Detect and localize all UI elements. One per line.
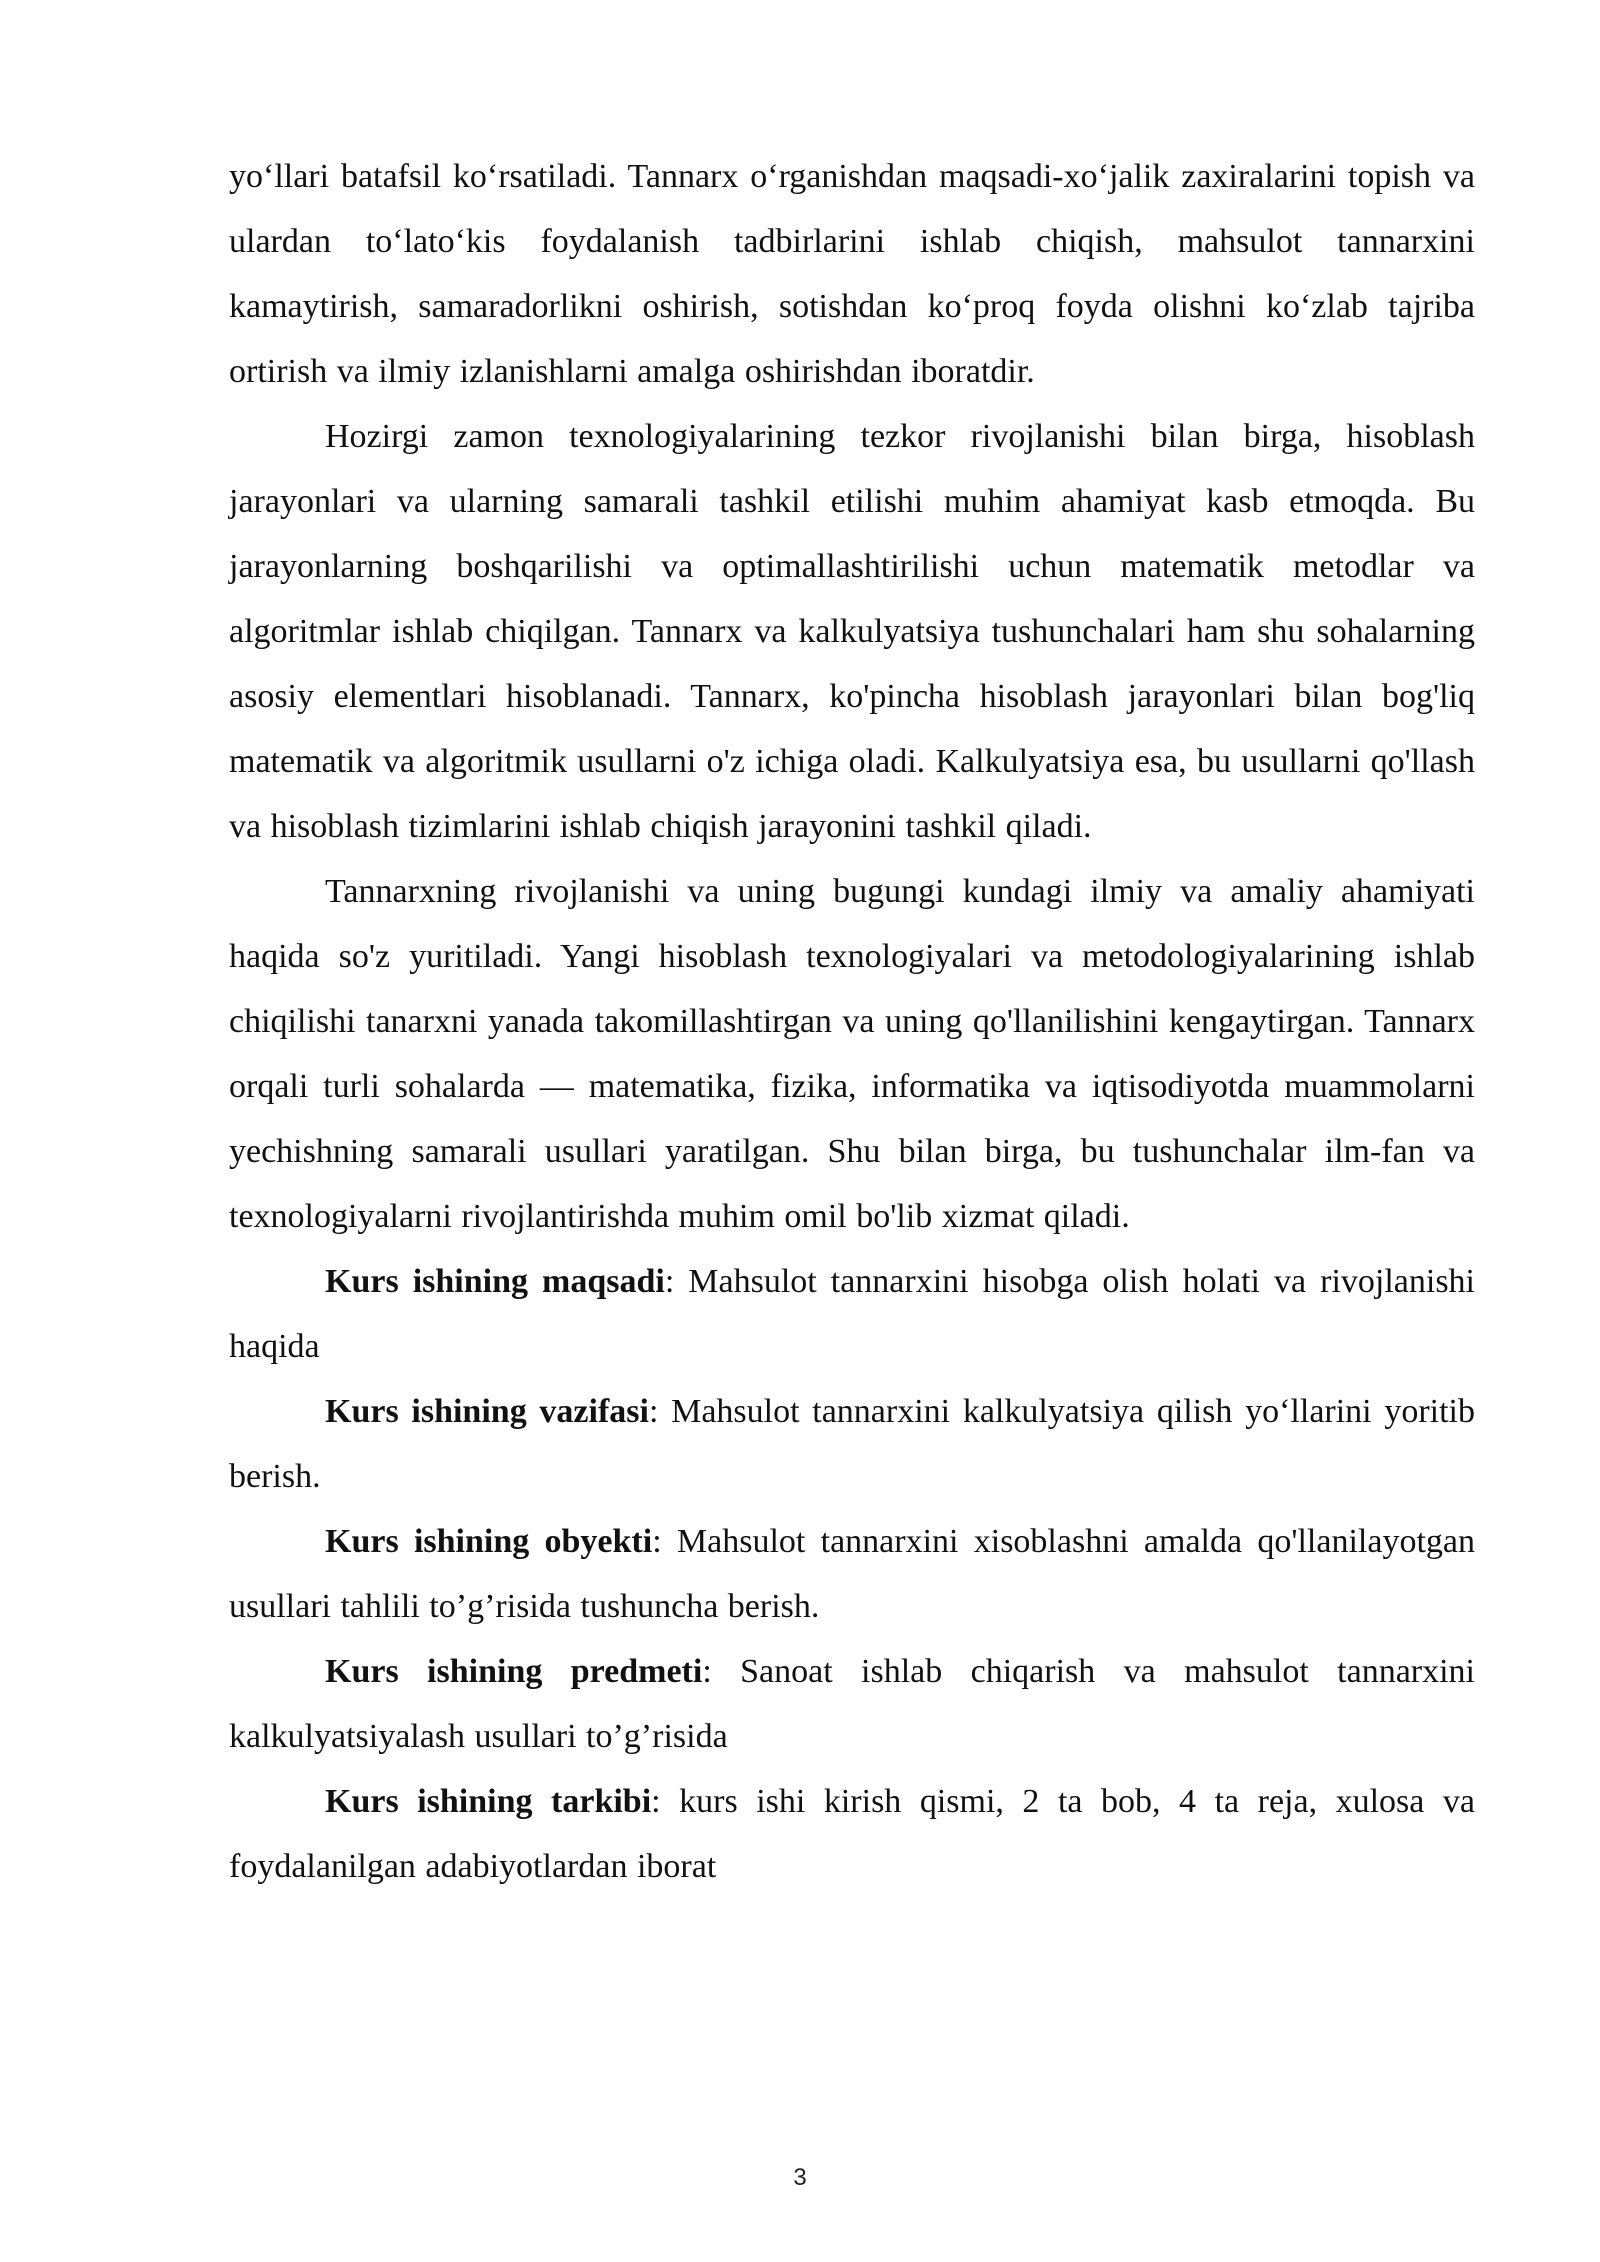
item-subject [229, 1639, 1475, 1769]
item-goal-text: : Mahsulot tannarxini hisobga olish holati va rivojlanishi haqida [229, 1263, 1476, 1365]
document-page [229, 144, 1475, 1899]
item-subject-text: : Sanoat ishlab chiqarish va mahsulot tannarxini kalkulyatsiyalash usullari to’g’risida [229, 1653, 1476, 1755]
page-number: 3 [793, 2164, 807, 2191]
item-structure-text: : kurs ishi kirish qismi, 2 ta bob, 4 ta reja, xulosa va foydalanilgan adabiyotlardan iborat [229, 1783, 1475, 1885]
paragraph-modern-technologies: Hozirgi zamon texnologiyalarining tezkor rivojlanishi bilan birga, hisoblash jarayonlari va ularning samarali tashkil etilishi muhim ahamiyat kasb etmoqda. Bu jarayonlarning boshqarilishi va optimallashtirilishi uchun matematik metodlar va algoritmlar ishlab chiqilgan. Tannarx va kalkulyatsiya tushunchalari ham shu sohalarning asosiy elementlari hisoblanadi. Tannarx, ko'pincha hisoblash jarayonlari bilan bog'liq matematik va algoritmik usullarni o'z ichiga oladi. Kalkulyatsiya esa, bu usullarni qo'llash va hisoblash tizimlarini ishlab chiqish jarayonini tashkil qiladi. [229, 418, 1475, 845]
item-structure [229, 1769, 1475, 1899]
item-structure-label: Kurs ishining tarkibi [325, 1783, 652, 1820]
item-subject-label: Kurs ishining predmeti [325, 1653, 703, 1690]
item-goal-label: Kurs ishining maqsadi [325, 1263, 665, 1300]
item-task-label: Kurs ishining vazifasi [325, 1393, 649, 1430]
item-goal [229, 1249, 1475, 1379]
paragraph-development: Tannarxning rivojlanishi va uning bugungi kundagi ilmiy va amaliy ahamiyati haqida so'z yuritiladi. Yangi hisoblash texnologiyalari va metodologiyalarining ishlab chiqilishi tanarxni yanada takomillashtirgan va uning qo'llanilishini kengaytirgan. Tannarx orqali turli sohalarda — matematika, fizika, informatika va iqtisodiyotda muammolarni yechishning samarali usullari yaratilgan. Shu bilan birga, bu tushunchalar ilm-fan va texnologiyalarni rivojlantirishda muhim omil bo'lib xizmat qiladi. [229, 873, 1475, 1235]
item-object-text: : Mahsulot tannarxini xisoblashni amalda qo'llanilayotgan usullari tahlili to’g’risida tushuncha berish. [229, 1523, 1475, 1625]
item-object-label: Kurs ishining obyekti [325, 1523, 653, 1560]
paragraph-intro-continuation: yo‘llari batafsil ko‘rsatiladi. Tannarx o‘rganishdan maqsadi-xo‘jalik zaxiralarini topish va ulardan to‘lato‘kis foydalanish tadbirlarini ishlab chiqish, mahsulot tannarxini kamaytirish, samaradorlikni oshirish, sotishdan ko‘proq foyda olishni ko‘zlab tajriba ortirish va ilmiy izlanishlarni amalga oshirishdan iboratdir. [229, 158, 1475, 390]
item-task-text: : Mahsulot tannarxini kalkulyatsiya qilish yo‘llarini yoritib berish. [229, 1393, 1476, 1495]
item-object [229, 1509, 1475, 1639]
item-task [229, 1379, 1475, 1509]
